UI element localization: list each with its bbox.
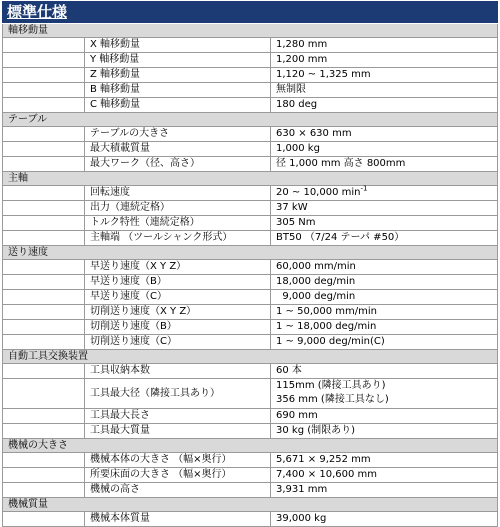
spec-table [2,1,498,527]
section-header-size: 機械の大きさ [2,439,498,453]
table-row [2,305,498,320]
table-row [2,83,498,98]
row-value: 30 kg (制限あり) [271,424,498,438]
section-header-atc: 自動工具交換装置 [2,350,498,364]
table-row [2,142,498,157]
table-row [2,68,498,83]
row-value: 7,400 × 10,600 mm [271,468,498,482]
row-value: 630 × 630 mm [271,127,498,141]
row-label: C 軸移動量 [85,98,271,112]
row-label: 所要床面の大きさ （幅×奥行） [85,468,271,482]
row-label: テーブルの大きさ [85,127,271,141]
value-line-1: 115mm (隣接工具あり) [276,380,386,391]
table-row [2,260,498,275]
row-label: トルク特性（連続定格） [85,216,271,230]
table-row [2,409,498,424]
table-row [2,38,498,53]
row-value: 9,000 deg/min [271,290,498,304]
table-row [2,186,498,201]
section-header-table: テーブル [2,113,498,127]
section-header-axes: 軸移動量 [2,24,498,38]
row-value: 18,000 deg/min [271,275,498,289]
row-label: X 軸移動量 [85,38,271,52]
row-label: 最大ワーク（径、高さ） [85,157,271,171]
row-label: 工具最大質量 [85,424,271,438]
table-row [2,335,498,350]
row-value: 3,931 mm [271,483,498,497]
row-label: 出力（連続定格） [85,201,271,215]
section-header-feed: 送り速度 [2,246,498,260]
row-value: 1 ~ 50,000 mm/min [271,305,498,319]
table-row [2,157,498,172]
section-header-spindle: 主軸 [2,172,498,186]
table-row [2,512,498,527]
row-label: 早送り速度（C） [85,290,271,304]
table-row [2,98,498,113]
row-value: 305 Nm [271,216,498,230]
row-value: 無制限 [271,83,498,97]
row-label: 工具最大径（隣接工具あり） [85,379,271,408]
row-label: B 軸移動量 [85,83,271,97]
title-text: 標準仕様 [7,3,68,21]
value-line-2: 356 mm (隣接工具なし) [276,394,389,405]
table-row [2,424,498,439]
table-row [2,127,498,142]
row-value: 39,000 kg [271,512,498,526]
row-label: Z 軸移動量 [85,68,271,82]
value-superscript: -1 [360,184,368,193]
page-title [2,1,498,24]
row-value: 1 ~ 9,000 deg/min(C) [271,335,498,349]
table-row [2,275,498,290]
row-value: 690 mm [271,409,498,423]
row-value [271,379,498,408]
table-row [2,290,498,305]
row-label: 機械本体の大きさ （幅×奥行） [85,453,271,467]
row-value: 径 1,000 mm 高さ 800mm [271,157,498,171]
row-label: 最大積載質量 [85,142,271,156]
row-label: 機械の高さ [85,483,271,497]
table-row [2,231,498,246]
row-label: 早送り速度（B） [85,275,271,289]
row-label: 切削送り速度（B） [85,320,271,334]
row-value [271,186,498,200]
value-text: 20 ~ 10,000 min [276,187,361,198]
row-value: 5,671 × 9,252 mm [271,453,498,467]
row-value: 60,000 mm/min [271,260,498,274]
row-label: 回転速度 [85,186,271,200]
row-label: 切削送り速度（C） [85,335,271,349]
row-value: BT50 （7/24 テーパ #50） [271,231,498,245]
section-header-mass: 機械質量 [2,498,498,512]
row-label: Y 軸移動量 [85,53,271,67]
table-row [2,468,498,483]
row-value: 37 kW [271,201,498,215]
table-row [2,320,498,335]
row-value: 1,000 kg [271,142,498,156]
row-label: 主軸端 （ツールシャンク形式） [85,231,271,245]
table-row [2,364,498,379]
table-row [2,216,498,231]
row-value: 60 本 [271,364,498,378]
table-row [2,379,498,409]
row-label: 機械本体質量 [85,512,271,526]
table-row [2,53,498,68]
row-label: 工具収納本数 [85,364,271,378]
row-value: 1,280 mm [271,38,498,52]
row-label: 早送り速度（X Y Z） [85,260,271,274]
row-value: 1,200 mm [271,53,498,67]
row-label: 切削送り速度（X Y Z） [85,305,271,319]
table-row [2,201,498,216]
table-row [2,483,498,498]
row-value: 180 deg [271,98,498,112]
table-row [2,453,498,468]
row-value: 1 ~ 18,000 deg/min [271,320,498,334]
row-value: 1,120 ~ 1,325 mm [271,68,498,82]
row-label: 工具最大長さ [85,409,271,423]
